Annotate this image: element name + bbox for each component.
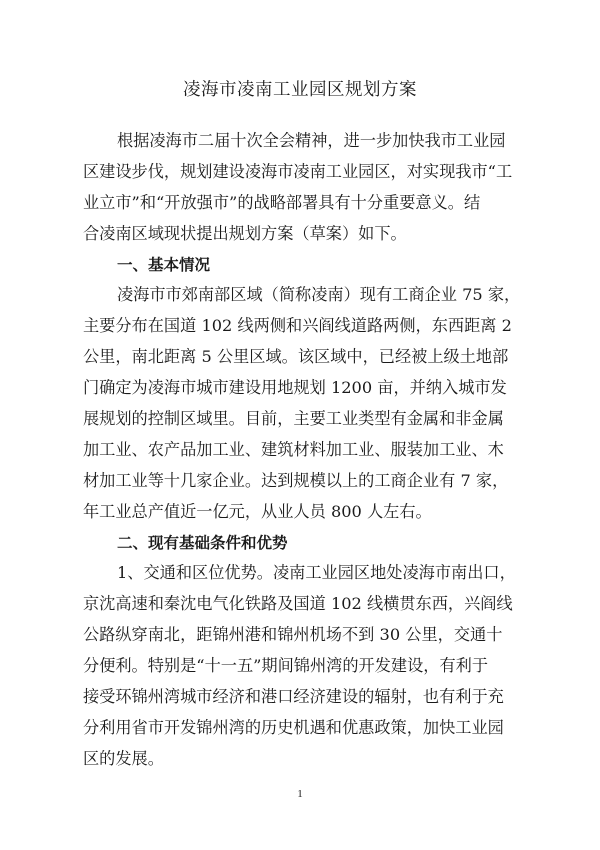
section-1-line: 年工业总产值近一亿元，从业人员 800 人左右。 [83,501,432,521]
intro-line: 区建设步伐，规划建设凌海市凌南工业园区，对实现我市“工 [83,161,513,181]
section-1-line: 展规划的控制区域里。目前，主要工业类型有金属和非金属 [83,409,504,429]
intro-line: 合凌南区域现状提出规划方案（草案）如下。 [83,223,407,243]
section-2-line: 1、交通和区位优势。凌南工业园区地处凌海市南出口， [117,563,516,583]
section-1-line: 门确定为凌海市城市建设用地规划 1200 亩，并纳入城市发 [83,378,507,398]
section-1-line: 材加工业等十几家企业。达到规模以上的工商企业有 7 家， [83,470,509,490]
document-title: 凌海市凌南工业园区规划方案 [183,80,417,100]
section-1-heading: 一、基本情况 [117,255,211,274]
section-1-line: 公里，南北距离 5 公里区域。该区域中，已经被上级土地部 [83,347,509,367]
section-1-line: 加工业、农产品加工业、建筑材料加工业、服装加工业、木 [83,439,504,459]
section-2-line: 公路纵穿南北，距锦州港和锦州机场不到 30 公里，交通十 [83,625,503,645]
intro-line: 业立市”和“开放强市”的战略部署具有十分重要意义。结 [83,192,481,212]
page-number: 1 [297,788,303,800]
intro-line: 根据凌海市二届十次全会精神，进一步加快我市工业园 [117,131,506,150]
section-2-heading: 二、现有基础条件和优势 [117,533,288,552]
document-body [83,126,525,775]
section-2-line: 区的发展。 [83,748,164,768]
section-1-line: 主要分布在国道 102 线两侧和兴阎线道路两侧，东西距离 2 [83,316,512,336]
section-2-line: 分利用省市开发锦州湾的历史机遇和优惠政策，加快工业园 [83,717,504,737]
section-2-line: 京沈高速和秦沈电气化铁路及国道 102 线横贯东西，兴阎线 [83,594,513,614]
section-2-line: 分便利。特别是“十一五”期间锦州湾的开发建设，有利于 [83,656,489,676]
section-1-line: 凌海市市郊南部区域（简称凌南）现有工商企业 75 家， [117,285,521,305]
section-2-line: 接受环锦州湾城市经济和港口经济建设的辐射，也有利于充 [83,687,504,707]
